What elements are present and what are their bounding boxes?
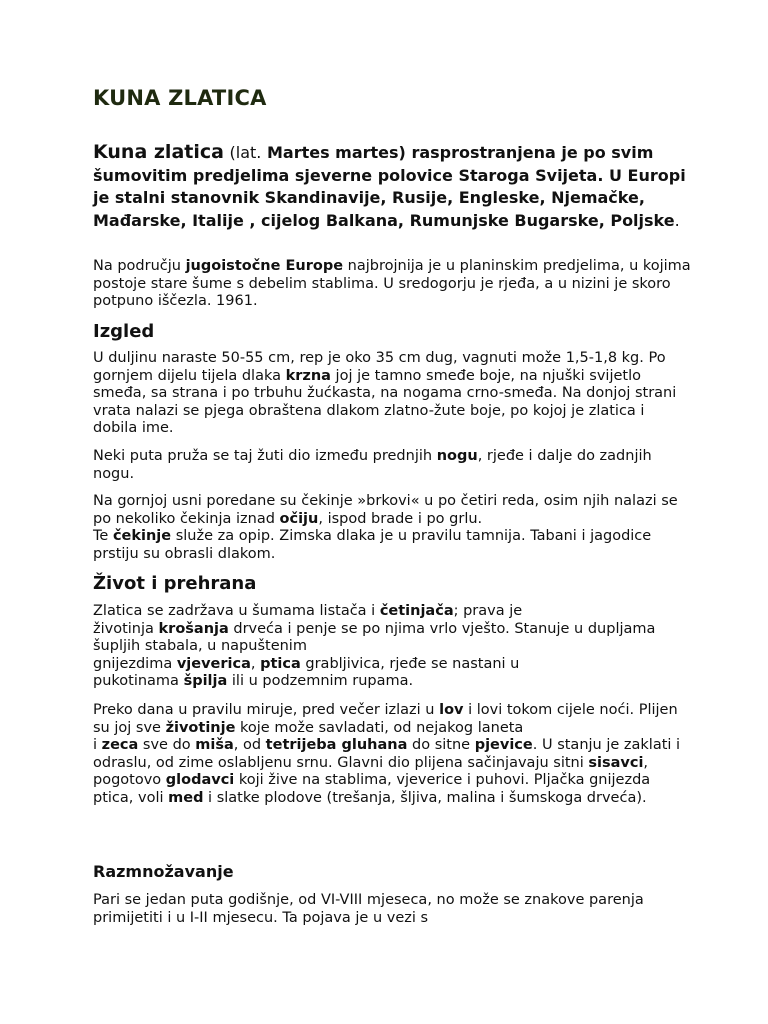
text: U duljinu naraste 50-55 cm, rep je oko 35 cm dug, vagnuti može 1,5-1,8 kg. Po gornjem dijelu tijela dlaka: [93, 350, 666, 384]
link-krosanja[interactable]: krošanja: [158, 620, 229, 637]
link-zivotinje[interactable]: životinje: [165, 719, 236, 736]
text: , od: [233, 737, 266, 753]
link-nogu[interactable]: nogu: [436, 448, 478, 464]
link-spilja[interactable]: špilja: [183, 673, 228, 689]
paragraph-izgled-3: [93, 493, 693, 563]
text: , pogotovo: [93, 754, 649, 788]
paragraph-izgled-1: [93, 350, 693, 438]
link-tetrijeba-gluhana[interactable]: tetrijeba gluhana: [265, 737, 408, 753]
text: Neki puta pruža se taj žuti dio između prednjih: [93, 448, 437, 464]
text: koje može savladati, od nejakog laneta: [235, 719, 524, 736]
text: , rjeđe i dalje do zadnjih nogu.: [93, 448, 652, 482]
text: Te: [93, 528, 113, 544]
intro-paragraph: [93, 141, 693, 232]
text: i slatke plodove (trešanja, šljiva, malina i šumskoga drveća).: [203, 789, 647, 806]
link-cekinje[interactable]: čekinje: [112, 528, 172, 544]
paragraph-distribution: [93, 258, 693, 311]
intro-latin: (lat.: [229, 143, 262, 162]
link-pjevice[interactable]: pjevice: [474, 737, 533, 753]
text: Zlatica se zadržava u šumama listača i: [93, 603, 380, 619]
link-ptica[interactable]: ptica: [260, 655, 301, 672]
text: sve do: [138, 737, 196, 753]
link-cetinjaca[interactable]: četinjača: [379, 603, 454, 619]
paragraph-zivot-2: [93, 702, 693, 807]
text: Na području: [93, 258, 186, 274]
text: joj je tamno smeđe boje, na njuški svijetlo smeđa, sa strana i po trbuhu žućkasta, na nogama crno-smeđa. Na donjoj strani vrata nalazi se pjega obraštena dlakom zlatno-žute boje, po kojoj je zlatica i dobila ime.: [93, 367, 677, 436]
heading-izgled: Izgled: [93, 321, 155, 342]
paragraph-zivot-1: [93, 603, 693, 691]
link-jugoistocne-europe[interactable]: jugoistočne Europe: [185, 258, 344, 274]
intro-first-word: Kuna zlatica: [93, 141, 224, 163]
link-vjeverica[interactable]: vjeverica: [176, 655, 251, 672]
text: pukotinama: [93, 673, 184, 689]
text: ili u podzemnim rupama.: [227, 673, 414, 689]
paragraph-izgled-2: [93, 448, 693, 483]
text: grabljivica, rjeđe se nastani u: [300, 655, 520, 672]
text: Na gornjoj usni poredane su čekinje »brkovi« u po četiri reda, osim njih nalazi se po nekoliko čekinja iznad: [93, 493, 678, 527]
link-ociju[interactable]: očiju: [279, 510, 319, 527]
text: gnijezdima: [93, 655, 177, 672]
intro-text: Martes martes) rasprostranjena je po svim šumovitim predjelima sjeverne polovice Staroga Svijeta. U Europi je stalni stanovnik Skandinavije, Rusije, Engleske, Njemačke, Mađarske, Italije , cijelog Balkana, Rumunjske Bugarske, Poljske: [93, 143, 686, 230]
text: najbrojnija je u planinskim predjelima, u kojima postoje stare šume s debelim stablima. U sredogorju je rjeđa, a u nizini je skoro potpuno iščezla. 1961.: [93, 258, 691, 309]
link-glodavci[interactable]: glodavci: [165, 772, 235, 788]
paragraph-razmnozavanje: Pari se jedan puta godišnje, od VI-VIII mjeseca, no može se znakove parenja primijetiti i u I-II mjesecu. Ta pojava je u vezi s: [93, 892, 644, 926]
heading-zivot-i-prehrana: Život i prehrana: [93, 573, 257, 594]
link-med[interactable]: med: [168, 789, 204, 806]
text: do sitne: [407, 737, 475, 753]
text: Preko dana u pravilu miruje, pred večer izlazi u: [93, 702, 440, 718]
heading-razmnozavanje: Razmnožavanje: [93, 862, 234, 881]
text: koji žive na stablima, vjeverice i puhovi. Pljačka gnijezda ptica, voli: [93, 772, 651, 806]
text: drveća i penje se po njima vrlo vješto. Stanuje u dupljama šupljih stabala, u napuštenim: [93, 620, 656, 654]
text: ,: [250, 655, 261, 672]
intro-end: .: [674, 210, 680, 230]
link-lov[interactable]: lov: [439, 702, 464, 718]
link-zeca[interactable]: zeca: [101, 737, 139, 753]
text: , ispod brade i po grlu.: [318, 510, 483, 527]
text: . U stanju je zaklati i odraslu, od zime oslabljenu srnu. Glavni dio plijena sačinjavaju sitni: [93, 737, 681, 771]
text: i lovi tokom cijele noći. Plijen su joj sve: [93, 702, 678, 736]
link-krzna[interactable]: krzna: [285, 367, 331, 384]
text: ; prava je: [453, 603, 523, 619]
link-sisavci[interactable]: sisavci: [588, 754, 644, 771]
text: životinja: [93, 620, 159, 637]
text: i: [93, 737, 102, 753]
page-title: KUNA ZLATICA: [93, 86, 267, 110]
link-misa[interactable]: miša: [195, 737, 234, 753]
text: služe za opip. Zimska dlaka je u pravilu tamnija. Tabani i jagodice prstiju su obrasli dlakom.: [93, 528, 652, 562]
